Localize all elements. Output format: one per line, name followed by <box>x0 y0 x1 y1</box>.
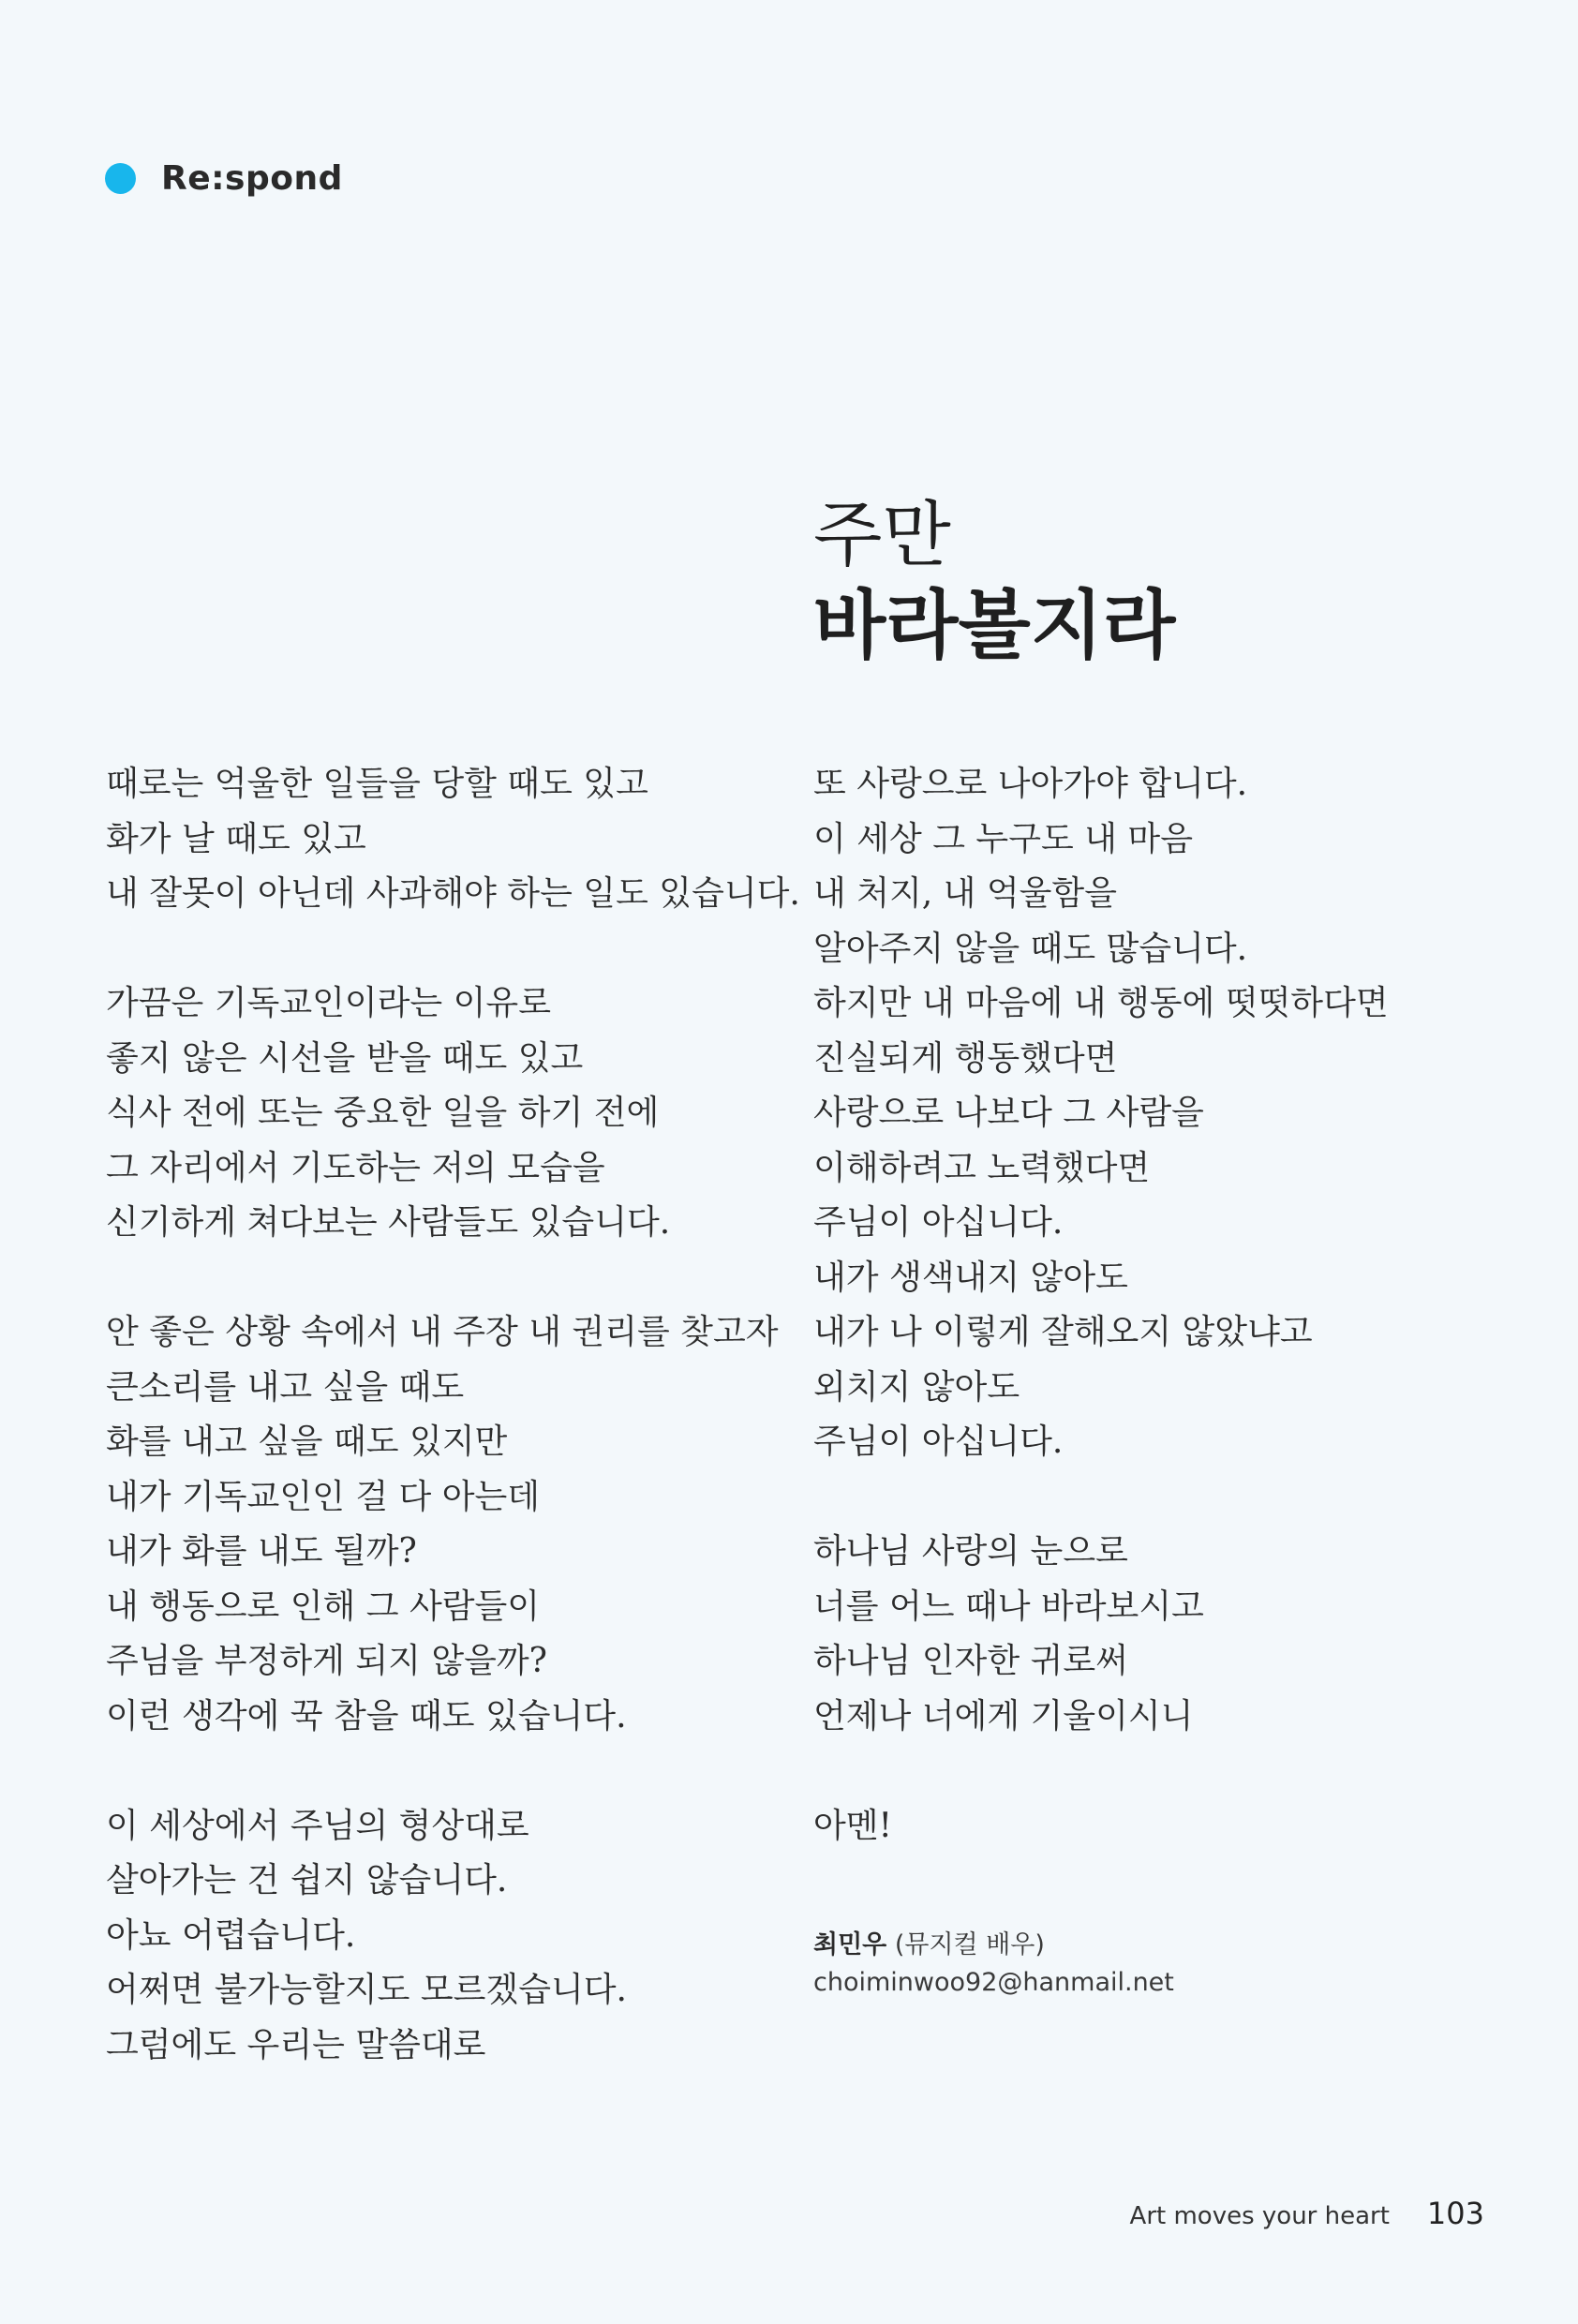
section-dot-icon <box>105 163 136 194</box>
author-email: choiminwoo92@hanmail.net <box>813 1968 1174 1997</box>
poem-line: 내 행동으로 인해 그 사람들이 <box>106 1587 541 1626</box>
poem-title-line-2: 바라볼지라 <box>813 581 1176 669</box>
poem-right-column <box>813 757 1488 1854</box>
poem-line: 어쩌면 불가능할지도 모르겠습니다. <box>106 1971 627 2009</box>
author-role: (뮤지컬 배우) <box>894 1930 1045 1959</box>
poem-line: 또 사랑으로 나아가야 합니다. <box>813 765 1248 803</box>
stanza-break <box>106 1251 781 1306</box>
poem-line: 이해하려고 노력했다면 <box>813 1148 1151 1187</box>
poem-line: 진실되게 행동했다면 <box>813 1038 1118 1078</box>
poem-line: 내가 화를 내도 될까? <box>106 1532 417 1571</box>
section-tag <box>105 159 343 198</box>
poem-line: 주님이 아십니다. <box>813 1203 1064 1242</box>
poem-line: 그 자리에서 기도하는 저의 모습을 <box>106 1148 605 1187</box>
poem-title-line-1: 주만 <box>813 493 951 576</box>
poem-line: 내가 생색내지 않아도 <box>813 1258 1128 1297</box>
poem-left-column <box>106 757 800 2073</box>
poem-line: 하나님 사랑의 눈으로 <box>813 1532 1128 1571</box>
poem-line: 하나님 인자한 귀로써 <box>813 1642 1128 1680</box>
poem-line: 좋지 않은 시선을 받을 때도 있고 <box>106 1038 584 1078</box>
poem-line: 때로는 억울한 일들을 당할 때도 있고 <box>106 765 648 803</box>
poem-line: 살아가는 건 쉽지 않습니다. <box>106 1861 508 1899</box>
poem-line: 하지만 내 마음에 내 행동에 떳떳하다면 <box>813 984 1389 1022</box>
poem-line: 내가 기독교인인 걸 다 아는데 <box>106 1477 541 1516</box>
stanza-break <box>106 1744 781 1799</box>
poem-line: 이 세상 그 누구도 내 마음 <box>813 819 1193 858</box>
poem-line: 내 잘못이 아닌데 사과해야 하는 일도 있습니다. <box>106 874 800 913</box>
poem-line: 내 처지, 내 억울함을 <box>813 874 1117 913</box>
poem-line: 화가 날 때도 있고 <box>106 819 366 858</box>
poem-line: 주님이 아십니다. <box>813 1423 1064 1461</box>
stanza-break <box>813 1744 1488 1799</box>
author-name: 최민우 <box>813 1930 887 1959</box>
poem-line: 이 세상에서 주님의 형상대로 <box>106 1806 529 1845</box>
poem-line: 내가 나 이렇게 잘해오지 않았냐고 <box>813 1313 1313 1351</box>
poem-line: 가끔은 기독교인이라는 이유로 <box>106 984 551 1022</box>
poem-line: 안 좋은 상황 속에서 내 주장 내 권리를 찾고자 <box>106 1313 779 1351</box>
poem-line: 언제나 너에게 기울이시니 <box>813 1696 1194 1736</box>
author-credit <box>813 1927 1174 2002</box>
poem-line: 이런 생각에 꾹 참을 때도 있습니다. <box>106 1696 627 1736</box>
poem-line: 큰소리를 내고 싶을 때도 <box>106 1367 465 1407</box>
poem-line: 주님을 부정하게 되지 않을까? <box>106 1642 547 1680</box>
poem-line: 아뇨 어렵습니다. <box>106 1915 356 1955</box>
stanza-break <box>106 922 781 977</box>
poem-line: 화를 내고 싶을 때도 있지만 <box>106 1423 508 1461</box>
poem-line: 그럼에도 우리는 말씀대로 <box>106 2025 486 2064</box>
page-footer <box>1130 2196 1484 2231</box>
poem-line: 너를 어느 때나 바라보시고 <box>813 1587 1204 1626</box>
poem-line: 알아주지 않을 때도 많습니다. <box>813 929 1248 968</box>
poem-line: 사랑으로 나보다 그 사람을 <box>813 1094 1204 1132</box>
page-number: 103 <box>1426 2196 1484 2231</box>
footer-tagline: Art moves your heart <box>1129 2202 1390 2230</box>
section-label: Re:spond <box>161 159 343 198</box>
poem-title <box>813 492 1175 672</box>
poem-line: 신기하게 쳐다보는 사람들도 있습니다. <box>106 1203 671 1242</box>
stanza-break <box>813 1470 1488 1526</box>
poem-line: 식사 전에 또는 중요한 일을 하기 전에 <box>106 1094 660 1132</box>
poem-line: 외치지 않아도 <box>813 1367 1020 1407</box>
poem-line: 아멘! <box>813 1806 893 1845</box>
author-name-row <box>813 1927 1174 1964</box>
